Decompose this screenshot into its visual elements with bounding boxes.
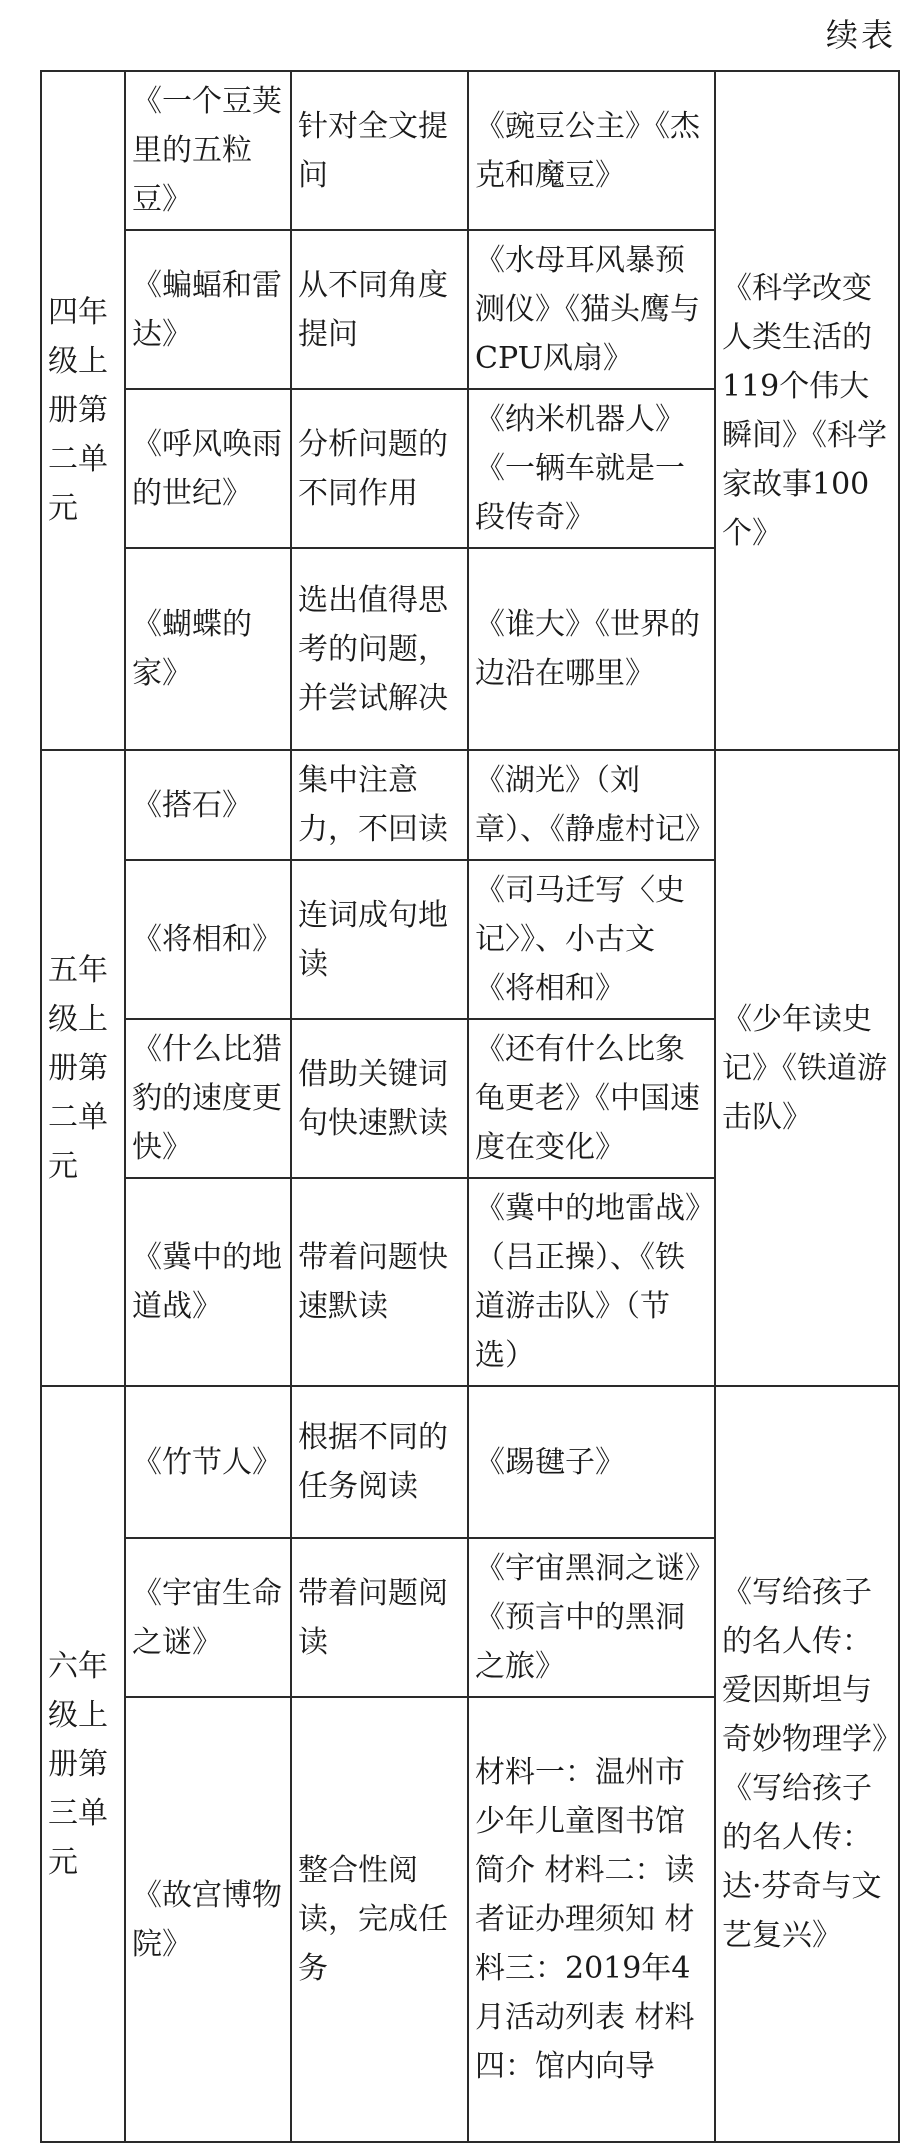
extended-reading-cell: 《谁大》《世界的边沿在哪里》: [468, 548, 715, 750]
text-cell: 《冀中的地道战》: [125, 1178, 291, 1386]
text-cell: 《一个豆荚里的五粒豆》: [125, 71, 291, 230]
strategy-cell: 带着问题快速默读: [291, 1178, 468, 1386]
strategy-cell: 针对全文提问: [291, 71, 468, 230]
extended-reading-cell: 材料一：温州市少年儿童图书馆简介 材料二：读者证办理须知 材料三：2019年4月活动列表 材料四：馆内向导: [468, 1697, 715, 2142]
text-cell: 《蝴蝶的家》: [125, 548, 291, 750]
unit-cell: 六年级上册第三单元: [41, 1386, 125, 2142]
strategy-cell: 连词成句地读: [291, 860, 468, 1019]
unit-cell: 四年级上册第二单元: [41, 71, 125, 750]
strategy-cell: 集中注意力，不回读: [291, 750, 468, 860]
text-cell: 《宇宙生命之谜》: [125, 1538, 291, 1697]
extended-reading-cell: 《纳米机器人》《一辆车就是一段传奇》: [468, 389, 715, 548]
strategy-cell: 整合性阅读，完成任务: [291, 1697, 468, 2142]
text-cell: 《蝙蝠和雷达》: [125, 230, 291, 389]
table-continued-caption: 续表: [825, 16, 896, 54]
strategy-cell: 分析问题的不同作用: [291, 389, 468, 548]
table-row: [41, 71, 899, 230]
extended-reading-cell: 《冀中的地雷战》（吕正操）、《铁道游击队》（节选）: [468, 1178, 715, 1386]
text-cell: 《故宫博物院》: [125, 1697, 291, 2142]
unit-cell: 五年级上册第二单元: [41, 750, 125, 1386]
books-cell: 《写给孩子的名人传：爱因斯坦与奇妙物理学》《写给孩子的名人传：达·芬奇与文艺复兴》: [715, 1386, 899, 2142]
text-cell: 《什么比猎豹的速度更快》: [125, 1019, 291, 1178]
books-cell: 《科学改变人类生活的119个伟大瞬间》《科学家故事100个》: [715, 71, 899, 750]
table-row: [41, 750, 899, 860]
extended-reading-cell: 《水母耳风暴预测仪》《猫头鹰与CPU风扇》: [468, 230, 715, 389]
strategy-cell: 从不同角度提问: [291, 230, 468, 389]
extended-reading-cell: 《宇宙黑洞之谜》《预言中的黑洞之旅》: [468, 1538, 715, 1697]
extended-reading-cell: 《湖光》（刘章）、《静虚村记》: [468, 750, 715, 860]
text-cell: 《呼风唤雨的世纪》: [125, 389, 291, 548]
extended-reading-cell: 《司马迁写〈史记〉》、小古文《将相和》: [468, 860, 715, 1019]
extended-reading-cell: 《踢毽子》: [468, 1386, 715, 1538]
strategy-cell: 选出值得思考的问题，并尝试解决: [291, 548, 468, 750]
strategy-cell: 借助关键词句快速默读: [291, 1019, 468, 1178]
strategy-cell: 根据不同的任务阅读: [291, 1386, 468, 1538]
extended-reading-cell: 《豌豆公主》《杰克和魔豆》: [468, 71, 715, 230]
text-cell: 《竹节人》: [125, 1386, 291, 1538]
strategy-cell: 带着问题阅读: [291, 1538, 468, 1697]
extended-reading-cell: 《还有什么比象龟更老》《中国速度在变化》: [468, 1019, 715, 1178]
books-cell: 《少年读史记》《铁道游击队》: [715, 750, 899, 1386]
reading-strategy-table: [40, 70, 900, 2143]
table-row: [41, 1386, 899, 1538]
text-cell: 《将相和》: [125, 860, 291, 1019]
text-cell: 《搭石》: [125, 750, 291, 860]
